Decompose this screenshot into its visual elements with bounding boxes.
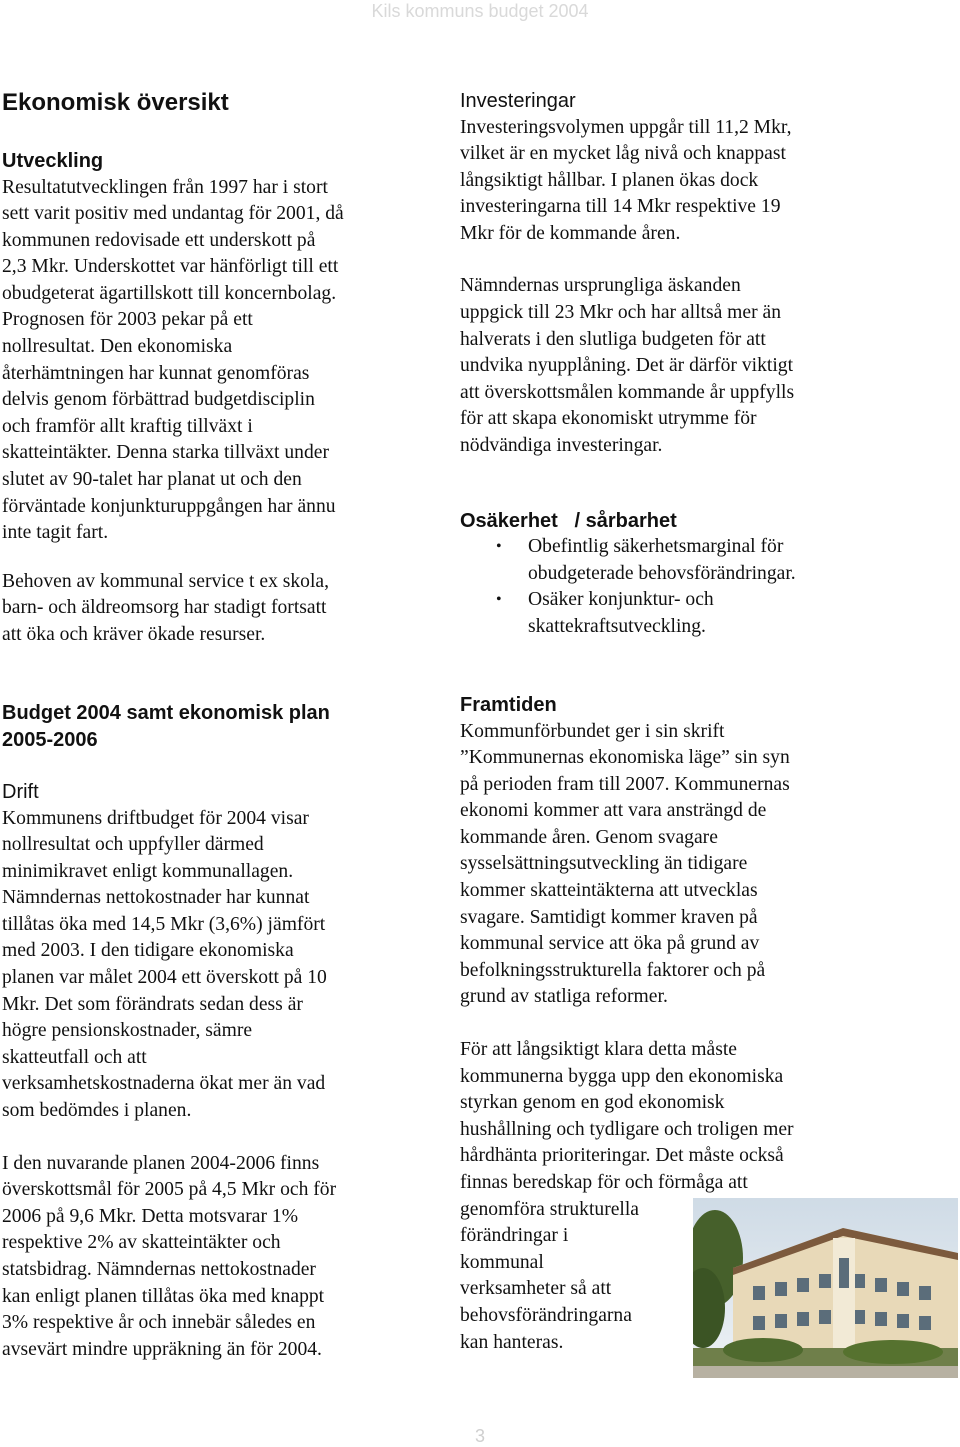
paragraph-utveckling-2: Behoven av kommunal service t ex skola, barn- och äldreomsorg har stadigt fortsatt att öka och kräver ökade resurser. [2,570,330,645]
list-item: • Osäker konjunktur- och skattekraftsutveckling. [496,589,714,637]
paragraph-investeringar-2: Nämndernas ursprungliga äskanden uppgick till 23 Mkr och har alltså mer än halverats i den slutliga budgeten för att undvika nyupplåning. Det är därför viktigt att överskottsmålen kommande år uppfylls för att skapa ekonomiskt utrymme för nödvändiga investeringar. [460,275,795,457]
left-bottom-column [2,700,442,1363]
bullet-icon: • [496,591,502,609]
running-header: Kils kommuns budget 2004 [371,1,589,21]
paragraph-utveckling-1: Resultatutvecklingen från 1997 har i stort sett varit positiv med undantag för 2001, då kommunen redovisade ett underskott på 2,3 Mkr. Underskottet var hänförligt till ett obudgeterat ägartillskott till koncernbolag. Prognosen för 2003 pekar på ett nollresultat. Den ekonomiska återhämtningen har kunnat genomföras delvis genom förbättrad budgetdisciplin och framför allt kraftig tillväxt i skatteintäkter. Denna starka tillväxt under slutet av 90-talet har planat ut och den förväntade konjunkturuppgången har ännu inte tagit fart. [2,176,344,544]
section-heading-budget: Budget 2004 samt ekonomisk plan 2005-2006 [2,702,330,751]
bullet-icon: • [496,538,502,556]
risk-bullet-list [460,534,900,640]
section-heading-investeringar: Investeringar [460,90,576,112]
building-illustration [693,1198,958,1378]
section-heading-osakerhet: Osäkerhet / sårbarhet [460,509,677,532]
paragraph-drift-2: I den nuvarande planen 2004-2006 finns överskottsmål för 2005 på 4,5 Mkr och för 2006 på 9,6 Mkr. Detta motsvarar 1% respektive 2% av skatteintäkter och statsbidrag. Nämndernas nettokostnader kan enligt planen tillåtas öka med knappt 3% respektive år och innebär således en avsevärt mindre uppräkning än för 2004. [2,1152,337,1360]
right-top-column [460,88,900,641]
page-title: Ekonomisk översikt [2,89,229,116]
paragraph-drift-1: Kommunens driftbudget för 2004 visar nollresultat och uppfyller därmed minimikravet enligt kommunallagen. Nämndernas nettokostnader har kunnat tillåtas öka med 14,5 Mkr (3,6%) jämfört med 2003. I den tidigare ekonomiska planen var målet 2004 ett överskott på 10 Mkr. Det som förändrats sedan dess är högre pensionskostnader, sämre skatteutfall och att verksamhetskostnaderna ökat mer än vad som bedömdes i planen. [2,807,327,1122]
section-heading-utveckling: Utveckling [2,150,104,172]
paragraph-investeringar-1: Investeringsvolymen uppgår till 11,2 Mkr, vilket är en mycket låg nivå och knappast långsiktigt hållbar. I planen ökas dock investeringarna till 14 Mkr respektive 19 Mkr för de kommande åren. [460,116,792,244]
left-top-column [2,88,442,649]
building-photo [693,1198,958,1378]
paragraph-framtiden-1: Kommunförbundet ger i sin skrift ”Kommunernas ekonomiska läge” sin syn på perioden fram till 2007. Kommunernas ekonomi kommer att vara ansträngd de kommande åren. Genom svagare sysselsättningsutveckling än tidigare kommer skatteintäkterna att utvecklas svagare. Samtidigt kommer kraven på kommunal service att öka på grund av befolkningsstrukturella faktorer och på grund av statliga reformer. [460,720,790,1008]
section-heading-drift: Drift [2,781,39,803]
page-number: 3 [474,1426,485,1446]
list-item: • Obefintlig säkerhetsmarginal för obudgeterade behovsförändringar. [496,536,796,584]
section-heading-framtiden: Framtiden [460,694,557,716]
paragraph-framtiden-2: För att långsiktigt klara detta måste kommunerna bygga upp den ekonomiska styrkan genom en god ekonomisk hushållning och tydligare och troligen mer hårdhänta prioriteringar. Det måste också finnas beredskap för och förmåga att genomföra strukturella förändringar i kommunal verksamheter så att behovsförändringarna kan hanteras. [460,1039,794,1353]
